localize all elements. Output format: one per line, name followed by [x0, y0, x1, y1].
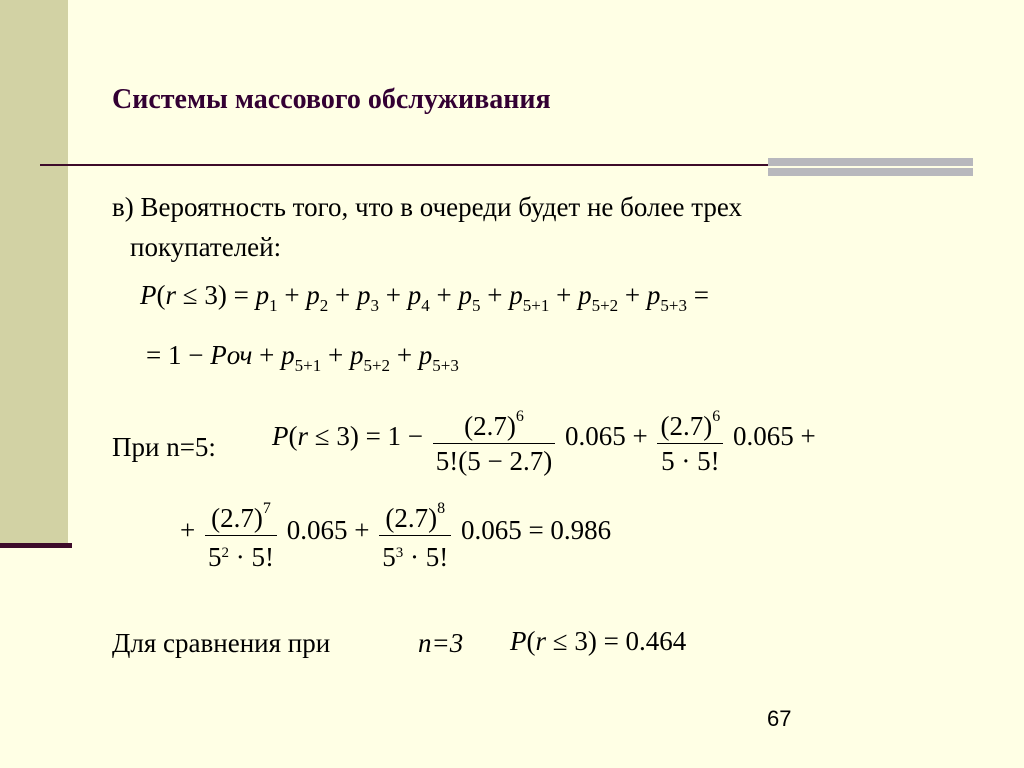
page-number: 67	[767, 706, 792, 731]
decoration-bar	[768, 168, 973, 176]
formula-complement: = 1 − Pоч + $p_{5+1} + p_{5+2} + p_{5+3}$	[146, 340, 459, 375]
comparison-label: Для сравнения при	[112, 628, 331, 658]
formula-comparison: P(r ≤ 3) = 0.464	[510, 626, 687, 656]
formula-sum: $P(r \le 3) = p_1 + p_2 + p_3 + p_4 + p_5 + p_{5+1} + p_{5+2} + p_{5+3}$ =	[140, 280, 709, 315]
fraction: $\frac{(2.7)^6}{5 \cdot 5!}$	[657, 400, 723, 478]
slide-title: Системы массового обслуживания	[112, 84, 551, 115]
item-text-line1: в) Вероятность того, что в очереди будет не более трех	[112, 192, 742, 222]
fraction: $\frac{(2.7)^6}{5!(5 - 2.7)}$	[433, 400, 555, 478]
case-label-n5: При n=5:	[112, 432, 216, 462]
sidebar-accent-line	[0, 543, 72, 548]
comparison-n: n=3	[418, 628, 464, 658]
title-decoration-bars	[768, 158, 973, 178]
fraction: $\frac{(2.7)^7}{5^2 \cdot 5!}$	[205, 492, 277, 574]
sidebar-band	[0, 0, 68, 548]
formula-n5-line1: P(r ≤ 3) = 1 − $\frac{(2.7)^6}{5!(5 - 2.7)}$ 0.065 + $\frac{(2.7)^6}{5 \cdot 5!}$ 0.065 +	[272, 400, 816, 478]
item-text-line2: покупателей:	[130, 232, 282, 262]
title-divider	[40, 164, 775, 166]
formula-n5-line2: + $\frac{(2.7)^7}{5^2 \cdot 5!}$ 0.065 + $\frac{(2.7)^8}{5^3 \cdot 5!}$ 0.065 = 0.986	[180, 492, 611, 574]
decoration-bar	[768, 158, 973, 166]
fraction: $\frac{(2.7)^8}{5^3 \cdot 5!}$	[379, 492, 451, 574]
